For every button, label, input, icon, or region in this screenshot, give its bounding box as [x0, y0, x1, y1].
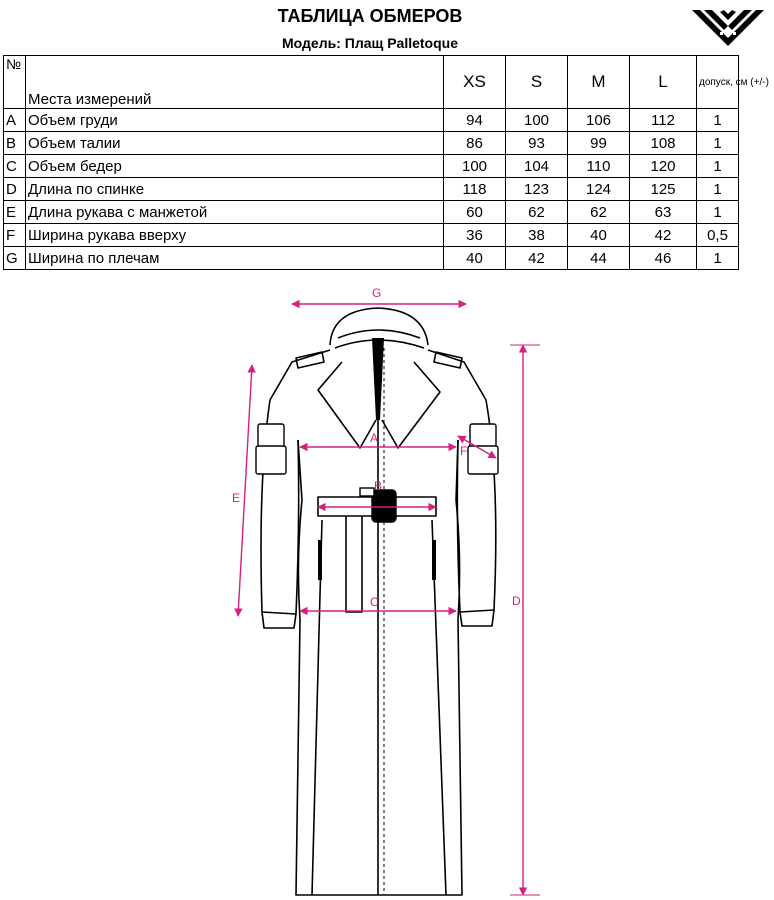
header-tolerance: допуск, см (+/-)	[697, 56, 739, 109]
row-letter: G	[4, 247, 26, 270]
row-value-s: 93	[506, 132, 568, 155]
row-value-l: 108	[630, 132, 697, 155]
row-name: Длина рукава с манжетой	[26, 201, 444, 224]
row-value-l: 125	[630, 178, 697, 201]
model-subtitle: Модель: Плащ Palletoque	[282, 35, 458, 51]
row-value-xs: 40	[444, 247, 506, 270]
row-name: Объем груди	[26, 109, 444, 132]
label-f: F	[460, 444, 468, 458]
row-letter: D	[4, 178, 26, 201]
table-row	[4, 201, 739, 224]
header-size-l: L	[630, 56, 697, 109]
row-value-s: 123	[506, 178, 568, 201]
header-size-m: M	[568, 56, 630, 109]
row-value-l: 112	[630, 109, 697, 132]
row-value-s: 38	[506, 224, 568, 247]
row-tolerance: 1	[697, 132, 739, 155]
row-tolerance: 0,5	[697, 224, 739, 247]
label-d: D	[512, 594, 521, 608]
row-value-xs: 118	[444, 178, 506, 201]
row-tolerance: 1	[697, 247, 739, 270]
row-value-s: 62	[506, 201, 568, 224]
header-size-s: S	[506, 56, 568, 109]
row-letter: E	[4, 201, 26, 224]
row-letter: A	[4, 109, 26, 132]
coat-technical-drawing	[225, 283, 545, 898]
table-row	[4, 178, 739, 201]
table-header-row	[4, 56, 739, 109]
row-value-m: 62	[568, 201, 630, 224]
page-title: ТАБЛИЦА ОБМЕРОВ	[277, 6, 463, 26]
label-a: A	[370, 431, 379, 445]
row-value-s: 104	[506, 155, 568, 178]
row-value-m: 44	[568, 247, 630, 270]
label-g: G	[372, 286, 382, 300]
row-value-m: 40	[568, 224, 630, 247]
row-name: Длина по спинке	[26, 178, 444, 201]
label-b: B	[374, 479, 383, 493]
row-value-m: 99	[568, 132, 630, 155]
table-row	[4, 155, 739, 178]
row-value-l: 120	[630, 155, 697, 178]
table-row	[4, 224, 739, 247]
header-size-xs: XS	[444, 56, 506, 109]
row-value-l: 46	[630, 247, 697, 270]
row-value-xs: 60	[444, 201, 506, 224]
row-name: Объем талии	[26, 132, 444, 155]
row-value-m: 124	[568, 178, 630, 201]
row-value-xs: 100	[444, 155, 506, 178]
row-value-xs: 86	[444, 132, 506, 155]
table-row	[4, 247, 739, 270]
table-row	[4, 109, 739, 132]
row-name: Ширина рукава вверху	[26, 224, 444, 247]
row-value-s: 100	[506, 109, 568, 132]
label-c: C	[370, 595, 379, 609]
measurements-table	[3, 55, 769, 270]
row-value-m: 106	[568, 109, 630, 132]
row-tolerance: 1	[697, 109, 739, 132]
row-letter: F	[4, 224, 26, 247]
header-place: Места измерений	[26, 56, 444, 109]
row-value-xs: 36	[444, 224, 506, 247]
label-e: E	[232, 491, 241, 505]
row-value-m: 110	[568, 155, 630, 178]
row-value-l: 63	[630, 201, 697, 224]
row-name: Объем бедер	[26, 155, 444, 178]
row-value-l: 42	[630, 224, 697, 247]
row-name: Ширина по плечам	[26, 247, 444, 270]
row-value-xs: 94	[444, 109, 506, 132]
brand-logo-icon	[690, 8, 766, 50]
row-tolerance: 1	[697, 155, 739, 178]
table-row	[4, 132, 739, 155]
header-number: №	[4, 56, 26, 109]
row-letter: B	[4, 132, 26, 155]
row-letter: C	[4, 155, 26, 178]
row-tolerance: 1	[697, 178, 739, 201]
row-value-s: 42	[506, 247, 568, 270]
row-tolerance: 1	[697, 201, 739, 224]
